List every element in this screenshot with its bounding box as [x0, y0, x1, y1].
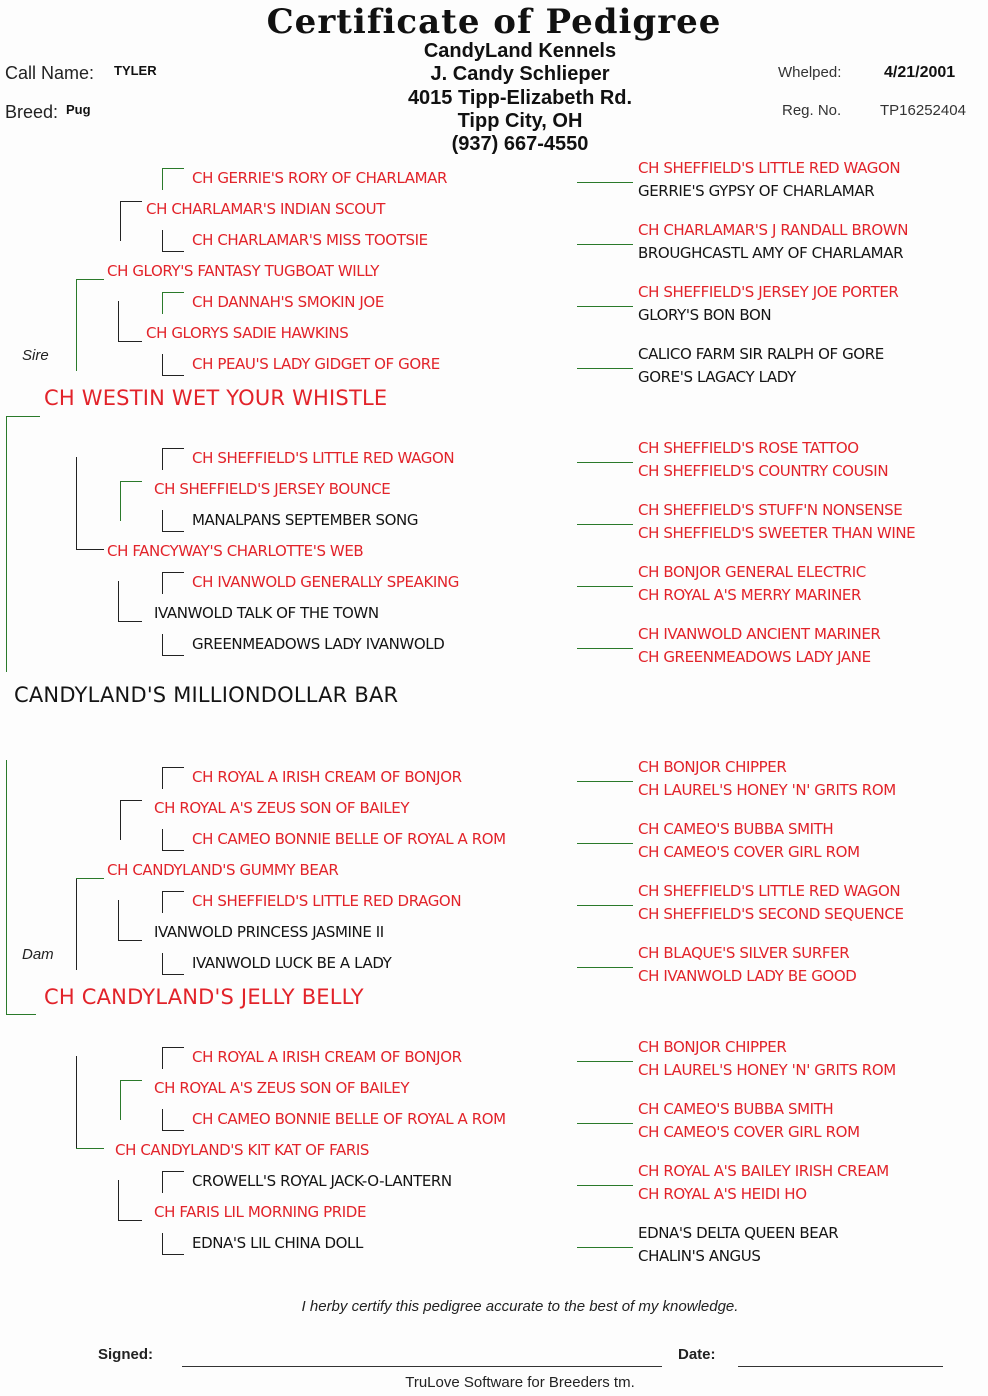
gen2-connector-v — [76, 878, 77, 970]
gen5-sire-11: CH SHEFFIELD'S LITTLE RED WAGON — [638, 882, 901, 900]
gen3-dog-3: CH SHEFFIELD'S JERSEY BOUNCE — [154, 480, 391, 498]
dog-name: CANDYLAND'S MILLIONDOLLAR BAR — [14, 683, 399, 707]
dam-name: CH CANDYLAND'S JELLY BELLY — [44, 985, 364, 1009]
gen5-sire-9: CH BONJOR CHIPPER — [638, 758, 787, 776]
kennel-name: CandyLand Kennels — [423, 40, 617, 62]
gen2-connector-v — [76, 279, 77, 371]
gen5-dam-2: BROUGHCASTL AMY OF CHARLAMAR — [638, 244, 904, 262]
gen5-sire-5: CH SHEFFIELD'S ROSE TATTOO — [638, 439, 859, 457]
breed-value: Pug — [66, 102, 91, 117]
gen4-dog-14: CH CAMEO BONNIE BELLE OF ROYAL A ROM — [192, 1110, 506, 1128]
gen5-dam-13: CH LAUREL'S HONEY 'N' GRITS ROM — [638, 1061, 896, 1079]
gen5-connector — [577, 843, 633, 844]
gen4-connector-h — [162, 572, 184, 573]
gen5-dam-1: GERRIE'S GYPSY OF CHARLAMAR — [638, 182, 875, 200]
gen3-dog-6: IVANWOLD PRINCESS JASMINE II — [154, 923, 384, 941]
gen2-dog-2: CH FANCYWAY'S CHARLOTTE'S WEB — [107, 542, 364, 560]
gen5-connector — [577, 586, 633, 587]
gen5-dam-6: CH SHEFFIELD'S SWEETER THAN WINE — [638, 524, 916, 542]
gen3-connector-v — [118, 581, 119, 621]
gen4-connector-v — [162, 891, 163, 913]
gen5-sire-10: CH CAMEO'S BUBBA SMITH — [638, 820, 834, 838]
call-name-label: Call Name: — [5, 63, 95, 83]
gen3-dog-1: CH CHARLAMAR'S INDIAN SCOUT — [146, 200, 385, 218]
signed-label: Signed: — [98, 1346, 153, 1363]
gen5-sire-13: CH BONJOR CHIPPER — [638, 1038, 787, 1056]
gen5-sire-6: CH SHEFFIELD'S STUFF'N NONSENSE — [638, 501, 903, 519]
gen5-connector — [577, 524, 633, 525]
gen3-connector-h — [118, 621, 142, 622]
gen3-connector-h — [120, 201, 142, 202]
gen3-connector-v — [118, 1180, 119, 1220]
gen4-connector-v — [162, 634, 163, 656]
gen5-connector — [577, 306, 633, 307]
reg-label: Reg. No. — [782, 102, 842, 119]
software-credit: TruLove Software for Breeders tm. — [405, 1374, 635, 1391]
gen4-connector-v — [162, 767, 163, 789]
reg-number: TP16252404 — [880, 102, 966, 119]
gen3-connector-h — [118, 1220, 142, 1221]
gen2-dog-1: CH GLORY'S FANTASY TUGBOAT WILLY — [107, 262, 379, 280]
gen3-connector-v — [120, 800, 121, 840]
gen5-connector — [577, 905, 633, 906]
gen5-dam-14: CH CAMEO'S COVER GIRL ROM — [638, 1123, 860, 1141]
gen5-dam-8: CH GREENMEADOWS LADY JANE — [638, 648, 871, 666]
gen4-connector-h — [162, 168, 184, 169]
gen4-dog-16: EDNA'S LIL CHINA DOLL — [192, 1234, 363, 1252]
gen5-dam-12: CH IVANWOLD LADY BE GOOD — [638, 967, 857, 985]
gen3-connector-h — [118, 940, 142, 941]
gen5-sire-4: CALICO FARM SIR RALPH OF GORE — [638, 345, 884, 363]
gen4-dog-4: CH PEAU'S LADY GIDGET OF GORE — [192, 355, 440, 373]
gen4-connector-h — [162, 1171, 184, 1172]
kennel-city: Tipp City, OH — [457, 110, 583, 132]
gen4-connector-h — [162, 1254, 184, 1255]
gen5-dam-9: CH LAUREL'S HONEY 'N' GRITS ROM — [638, 781, 896, 799]
gen4-dog-1: CH GERRIE'S RORY OF CHARLAMAR — [192, 169, 448, 187]
gen2-dog-4: CH CANDYLAND'S KIT KAT OF FARIS — [115, 1141, 369, 1159]
gen5-connector — [577, 462, 633, 463]
dam-bracket-v — [6, 760, 7, 1015]
date-label: Date: — [678, 1346, 716, 1363]
whelped-label: Whelped: — [778, 64, 842, 81]
gen5-connector — [577, 967, 633, 968]
date-line[interactable] — [738, 1366, 943, 1367]
gen5-dam-15: CH ROYAL A'S HEIDI HO — [638, 1185, 807, 1203]
gen3-connector-v — [120, 1080, 121, 1120]
gen3-connector-h — [120, 800, 142, 801]
kennel-phone: (937) 667-4550 — [451, 133, 589, 155]
gen4-connector-v — [162, 953, 163, 975]
gen5-sire-15: CH ROYAL A'S BAILEY IRISH CREAM — [638, 1162, 889, 1180]
gen4-dog-9: CH ROYAL A IRISH CREAM OF BONJOR — [192, 768, 462, 786]
gen4-dog-7: CH IVANWOLD GENERALLY SPEAKING — [192, 573, 459, 591]
gen4-dog-11: CH SHEFFIELD'S LITTLE RED DRAGON — [192, 892, 462, 910]
gen4-connector-v — [162, 572, 163, 594]
gen5-dam-3: GLORY'S BON BON — [638, 306, 772, 324]
gen2-dog-3: CH CANDYLAND'S GUMMY BEAR — [107, 861, 339, 879]
gen5-dam-11: CH SHEFFIELD'S SECOND SEQUENCE — [638, 905, 904, 923]
gen4-connector-v — [162, 448, 163, 470]
gen5-connector — [577, 1061, 633, 1062]
gen4-connector-h — [162, 375, 184, 376]
gen3-dog-5: CH ROYAL A'S ZEUS SON OF BAILEY — [154, 799, 410, 817]
gen5-dam-4: GORE'S LAGACY LADY — [638, 368, 796, 386]
gen4-connector-h — [162, 292, 184, 293]
dam-label: Dam — [22, 946, 54, 963]
gen5-sire-7: CH BONJOR GENERAL ELECTRIC — [638, 563, 866, 581]
gen4-dog-8: GREENMEADOWS LADY IVANWOLD — [192, 635, 445, 653]
gen3-connector-v — [118, 900, 119, 940]
gen4-dog-13: CH ROYAL A IRISH CREAM OF BONJOR — [192, 1048, 462, 1066]
whelped-date: 4/21/2001 — [884, 64, 956, 81]
gen3-connector-h — [120, 481, 142, 482]
breed-label: Breed: — [5, 102, 59, 122]
gen4-connector-h — [162, 891, 184, 892]
gen5-connector — [577, 1185, 633, 1186]
gen4-dog-15: CROWELL'S ROYAL JACK-O-LANTERN — [192, 1172, 452, 1190]
gen2-connector-h — [76, 878, 104, 879]
gen2-connector-h — [76, 279, 104, 280]
certification-statement: I herby certify this pedigree accurate to the best of my knowledge. — [301, 1298, 739, 1315]
gen5-sire-2: CH CHARLAMAR'S J RANDALL BROWN — [638, 221, 909, 239]
gen4-dog-12: IVANWOLD LUCK BE A LADY — [192, 954, 392, 972]
gen3-connector-v — [120, 201, 121, 241]
gen4-connector-v — [162, 1047, 163, 1069]
gen3-dog-4: IVANWOLD TALK OF THE TOWN — [154, 604, 379, 622]
gen5-sire-16: EDNA'S DELTA QUEEN BEAR — [638, 1224, 839, 1242]
gen5-connector — [577, 648, 633, 649]
gen5-sire-12: CH BLAQUE'S SILVER SURFER — [638, 944, 850, 962]
kennel-address: 4015 Tipp-Elizabeth Rd. — [407, 87, 633, 109]
gen4-connector-h — [162, 531, 184, 532]
gen4-dog-3: CH DANNAH'S SMOKIN JOE — [192, 293, 384, 311]
gen4-dog-6: MANALPANS SEPTEMBER SONG — [192, 511, 419, 529]
dam-bracket-h — [6, 1014, 36, 1015]
gen5-dam-10: CH CAMEO'S COVER GIRL ROM — [638, 843, 860, 861]
gen4-connector-h — [162, 655, 184, 656]
sire-bracket-v — [6, 416, 7, 672]
gen3-connector-h — [118, 341, 142, 342]
gen4-connector-v — [162, 1171, 163, 1193]
gen5-sire-14: CH CAMEO'S BUBBA SMITH — [638, 1100, 834, 1118]
gen4-connector-h — [162, 850, 184, 851]
sire-label: Sire — [22, 347, 49, 364]
signature-line[interactable] — [182, 1366, 662, 1367]
sire-name: CH WESTIN WET YOUR WHISTLE — [44, 386, 388, 410]
gen3-dog-2: CH GLORYS SADIE HAWKINS — [146, 324, 349, 342]
gen4-connector-v — [162, 354, 163, 376]
gen4-connector-v — [162, 292, 163, 314]
gen3-dog-7: CH ROYAL A'S ZEUS SON OF BAILEY — [154, 1079, 410, 1097]
gen4-connector-h — [162, 251, 184, 252]
gen4-dog-10: CH CAMEO BONNIE BELLE OF ROYAL A ROM — [192, 830, 506, 848]
gen5-sire-3: CH SHEFFIELD'S JERSEY JOE PORTER — [638, 283, 899, 301]
gen4-connector-v — [162, 1233, 163, 1255]
gen5-connector — [577, 244, 633, 245]
gen4-connector-v — [162, 230, 163, 252]
gen5-connector — [577, 182, 633, 183]
gen5-dam-7: CH ROYAL A'S MERRY MARINER — [638, 586, 861, 604]
gen5-sire-8: CH IVANWOLD ANCIENT MARINER — [638, 625, 881, 643]
gen3-connector-h — [120, 1080, 142, 1081]
gen5-connector — [577, 1123, 633, 1124]
gen5-connector — [577, 1247, 633, 1248]
owner-name: J. Candy Schlieper — [430, 63, 610, 85]
gen3-connector-v — [118, 301, 119, 341]
gen2-connector-h — [76, 549, 104, 550]
gen4-connector-h — [162, 767, 184, 768]
gen5-dam-16: CHALIN'S ANGUS — [638, 1247, 761, 1265]
gen5-connector — [577, 368, 633, 369]
gen4-dog-5: CH SHEFFIELD'S LITTLE RED WAGON — [192, 449, 455, 467]
gen4-connector-h — [162, 448, 184, 449]
certificate-title: Certificate of Pedigree — [266, 2, 722, 42]
gen3-connector-v — [120, 481, 121, 521]
gen2-connector-v — [76, 1056, 77, 1148]
gen4-connector-v — [162, 168, 163, 190]
call-name-value: TYLER — [114, 63, 157, 78]
gen4-connector-v — [162, 1109, 163, 1131]
gen2-connector-h — [76, 1148, 104, 1149]
gen5-dam-5: CH SHEFFIELD'S COUNTRY COUSIN — [638, 462, 889, 480]
gen3-dog-8: CH FARIS LIL MORNING PRIDE — [154, 1203, 367, 1221]
gen5-connector — [577, 781, 633, 782]
gen4-connector-v — [162, 510, 163, 532]
gen4-connector-h — [162, 1130, 184, 1131]
gen4-connector-h — [162, 1047, 184, 1048]
sire-bracket-h — [6, 416, 40, 417]
gen2-connector-v — [76, 457, 77, 549]
gen4-dog-2: CH CHARLAMAR'S MISS TOOTSIE — [192, 231, 428, 249]
gen4-connector-h — [162, 974, 184, 975]
gen4-connector-v — [162, 829, 163, 851]
gen5-sire-1: CH SHEFFIELD'S LITTLE RED WAGON — [638, 159, 901, 177]
